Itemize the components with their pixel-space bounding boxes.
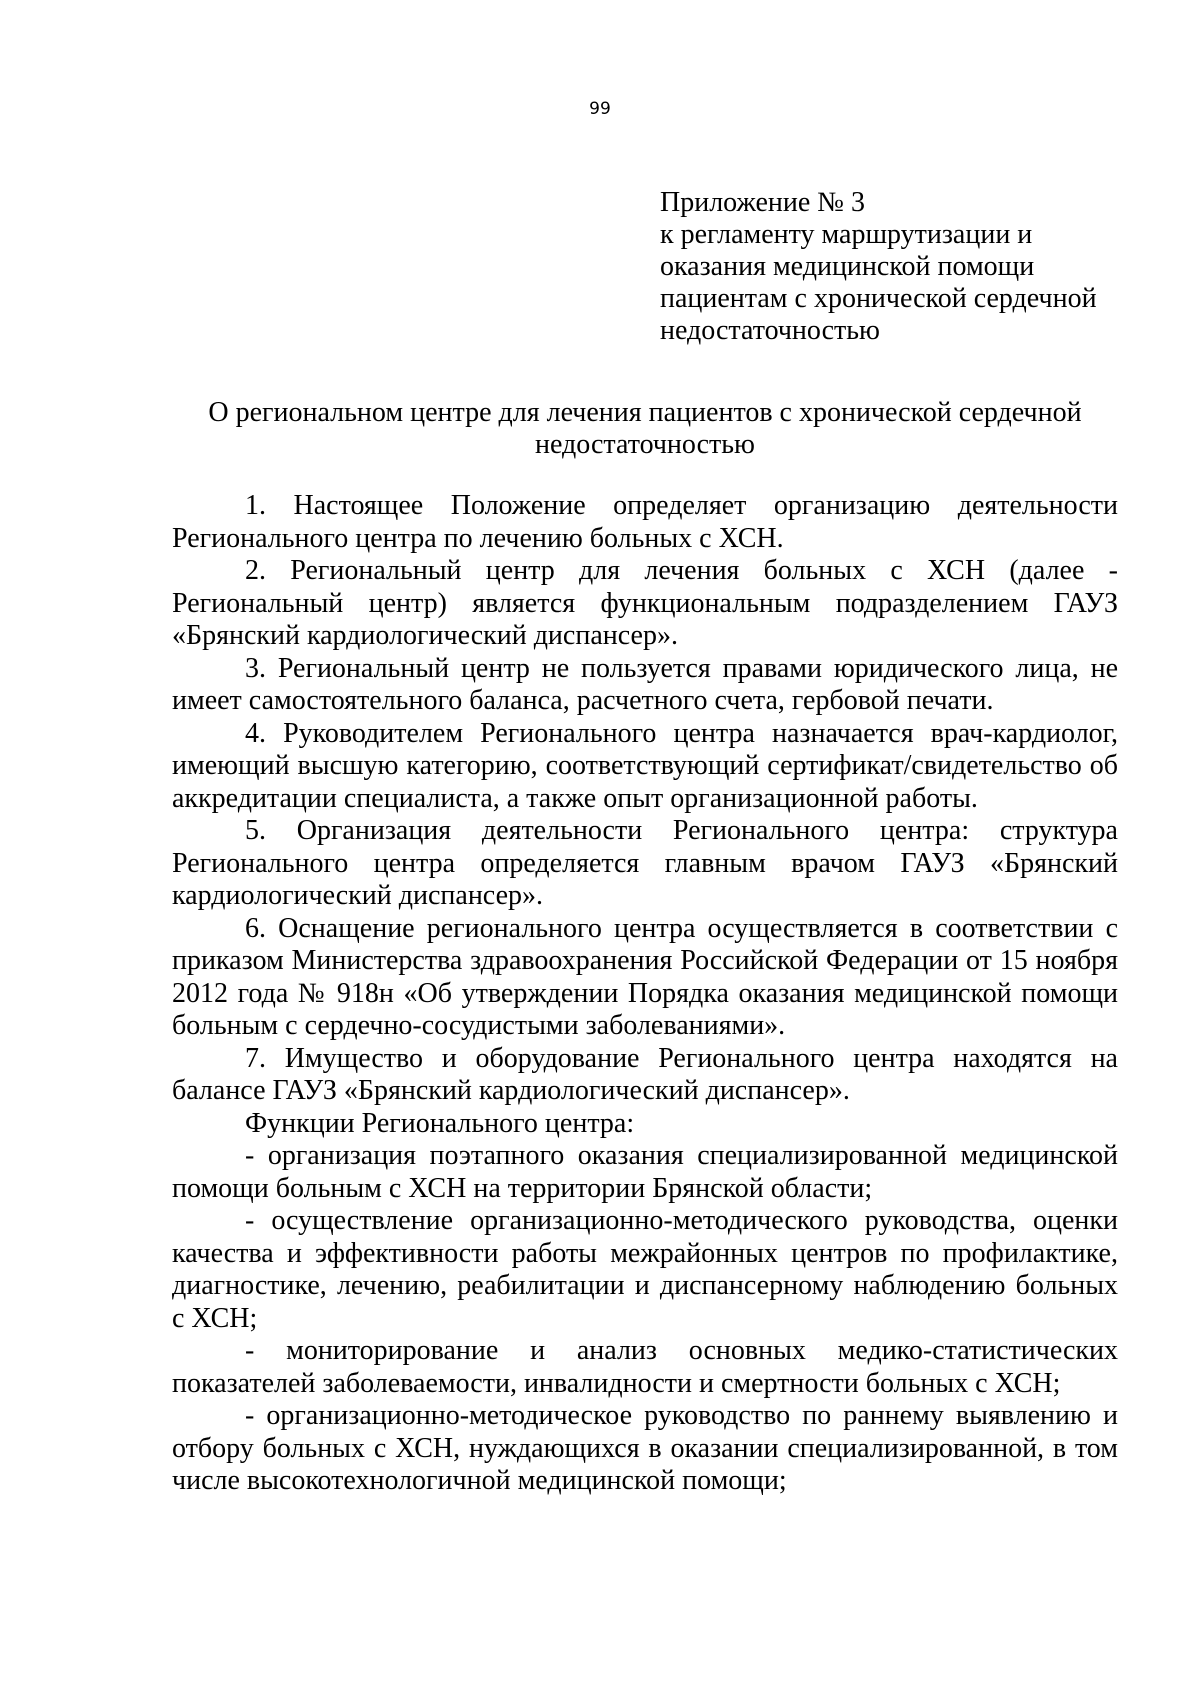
function-item: - осуществление организационно-методического руководства, оценки качества и эффективности работы межрайонных центров по профилактике, диагностике, лечению, реабилитации и диспансерному наблюдению больных с ХСН; bbox=[172, 1205, 1118, 1334]
page-number: 99 bbox=[589, 99, 611, 119]
appendix-line: к регламенту маршрутизации и bbox=[660, 219, 1033, 250]
function-item: - мониторирование и анализ основных медико-статистических показателей заболеваемости, инвалидности и смертности больных с ХСН; bbox=[172, 1335, 1118, 1399]
paragraph-5: 5. Организация деятельности Регионального центра: структура Регионального центра определяется главным врачом ГАУЗ «Брянский кардиологический диспансер». bbox=[172, 815, 1118, 911]
appendix-header bbox=[660, 187, 1180, 347]
paragraph-7: 7. Имущество и оборудование Регионального центра находятся на балансе ГАУЗ «Брянский кардиологический диспансер». bbox=[172, 1042, 1118, 1106]
paragraph-2: 2. Региональный центр для лечения больных с ХСН (далее - Региональный центр) является функциональным подразделением ГАУЗ «Брянский кардиологический диспансер». bbox=[172, 555, 1118, 651]
appendix-line: оказания медицинской помощи bbox=[660, 251, 1035, 282]
function-item: - организационно-методическое руководство по раннему выявлению и отбору больных с ХСН, нуждающихся в оказании специализированной, в том числе высокотехнологичной медицинской помощи; bbox=[172, 1400, 1118, 1496]
paragraph-3: 3. Региональный центр не пользуется правами юридического лица, не имеет самостоятельного баланса, расчетного счета, гербовой печати. bbox=[172, 652, 1118, 716]
document-body bbox=[172, 490, 1118, 1498]
appendix-line: пациентам с хронической сердечной bbox=[660, 283, 1097, 314]
paragraph-1: 1. Настоящее Положение определяет организацию деятельности Регионального центра по лечению больных с ХСН. bbox=[172, 490, 1118, 554]
document-title: О региональном центре для лечения пациентов с хронической сердечной недостаточностью bbox=[208, 397, 1082, 460]
functions-heading: Функции Регионального центра: bbox=[245, 1107, 635, 1139]
appendix-line: Приложение № 3 bbox=[660, 187, 865, 218]
paragraph-6: 6. Оснащение регионального центра осуществляется в соответствии с приказом Министерства здравоохранения Российской Федерации от 15 ноября 2012 года № 918н «Об утверждении Порядка оказания медицинской помощи больным с сердечно-сосудистыми заболеваниями». bbox=[172, 912, 1118, 1041]
function-item: - организация поэтапного оказания специализированной медицинской помощи больным с ХСН на территории Брянской области; bbox=[172, 1140, 1118, 1204]
appendix-line: недостаточностью bbox=[660, 315, 880, 346]
paragraph-4: 4. Руководителем Регионального центра назначается врач-кардиолог, имеющий высшую категорию, соответствующий сертификат/свидетельство об аккредитации специалиста, а также опыт организационной работы. bbox=[172, 717, 1118, 814]
